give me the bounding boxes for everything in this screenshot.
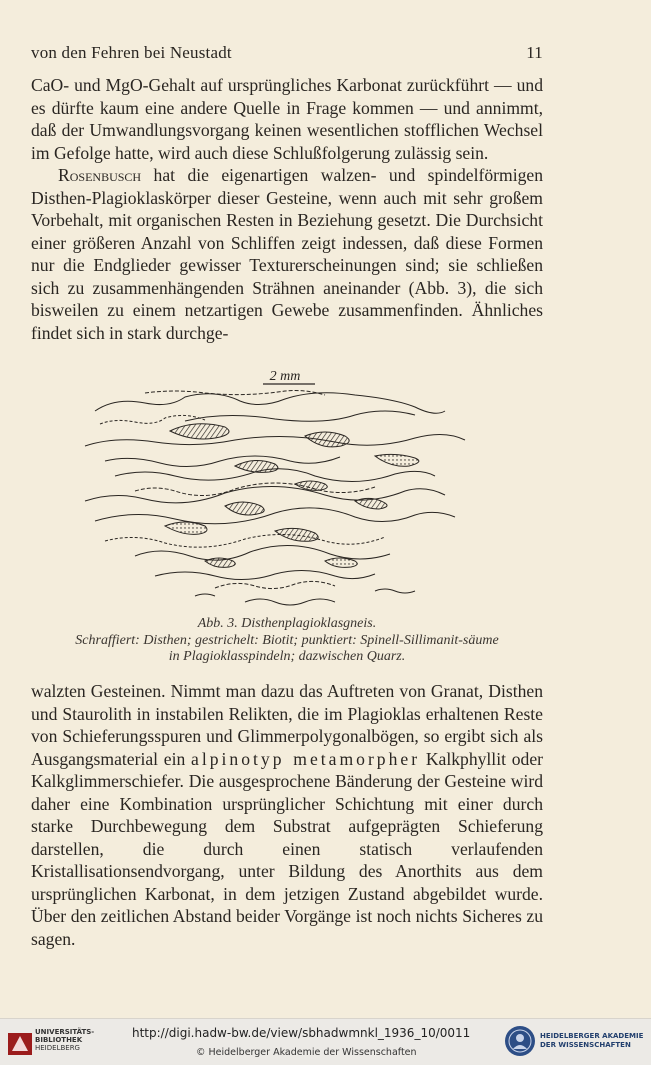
copyright-notice: © Heidelberger Akademie der Wissenschaften	[196, 1047, 417, 1058]
scale-label: 2 mm	[269, 369, 301, 384]
paragraph-3-text-after: Kalkphyllit oder Kalkglimmerschiefer. Die ausgesprochene Bänderung der Gesteine wird daher eine Kombination ursprünglicher Schichtung mit einer durch starke Durchbewegung dem Substrat aufgeprägten Schieferung darstellen, die durch einen statisch verlaufenden Kristallisationsendvorgang, unter Bildung des Anorthits aus dem ursprünglichen Karbonat, in dem jetzigen Zustand abgebildet wurde. Über den zeitlichen Abstand beider Vorgänge ist noch nichts Sicheres zu sagen.	[31, 748, 543, 949]
paragraph-2	[31, 164, 543, 344]
library-name: UNIVERSITÄTS- BIBLIOTHEK HEIDELBERG	[35, 1028, 95, 1052]
spaced-term: alpinotyp metamorpher	[191, 748, 421, 769]
permalink-url[interactable]: http://digi.hadw-bw.de/view/sbhadwmnkl_1936_10/0011	[132, 1026, 471, 1040]
caption-legend-line-1: Schraffiert: Disthen; gestrichelt: Biotit; punktiert: Spinell-Sillimanit-säume	[75, 632, 499, 648]
paragraph-2-text: hat die eigenartigen walzen- und spindelförmigen Disthen-Plagioklaskörper dieser Gesteine, wenn auch mit sehr großem Vorbehalt, mit organischen Resten in Beziehung gesetzt. Die Durchsicht einer größeren Anzahl von Schliffen zeigt indessen, daß diese Formen nur die Endglieder gewisser Texturerscheinungen sind; sie schließen sich zu zusammenhängenden Strähnen aneinander (Abb. 3), die sich bisweilen zu einem netzartigen Gewebe zusammenfinden. Ähnliches findet sich in stark durchge-	[31, 165, 543, 343]
paragraph-3-text-before: walzten Gesteinen. Nimmt man dazu das Auftreten von Granat, Disthen und Staurolith in instabilen Relikten, die im Plagioklas erhaltenen Reste von Schieferungsspuren und Glimmerpolygonalbögen, so ergibt sich als Ausgangsmaterial ein	[31, 681, 543, 769]
text-block-bottom	[31, 680, 543, 950]
paragraph-3	[31, 680, 543, 950]
running-head	[31, 43, 543, 63]
author-name: Rosenbusch	[58, 165, 142, 185]
page-number: 11	[526, 43, 543, 62]
caption-title: Abb. 3. Disthenplagioklasgneis.	[197, 616, 377, 631]
caption-legend-line-2: in Plagioklasspindeln; dazwischen Quarz.	[168, 649, 406, 664]
scale-bar	[263, 369, 315, 384]
viewer-footer	[0, 1018, 651, 1065]
academy-seal-icon	[503, 1024, 537, 1058]
academy-name: HEIDELBERGER AKADEMIE DER WISSENSCHAFTEN	[540, 1032, 644, 1049]
text-block-top	[31, 74, 543, 344]
rock-texture-drawing	[85, 391, 465, 606]
paragraph-1: CaO- und MgO-Gehalt auf ursprüngliches Karbonat zurückführt — und es dürfte kaum eine andere Quelle in Frage kommen — und annimmt, daß der Umwandlungsvorgang keinen wesentlichen stofflichen Wechsel im Gefolge hatte, wird auch diese Schlußfolgerung zulässig sein.	[31, 75, 543, 163]
running-title: von den Fehren bei Neustadt	[31, 43, 232, 62]
figure-caption	[31, 616, 543, 666]
figure-illustration	[75, 366, 475, 611]
